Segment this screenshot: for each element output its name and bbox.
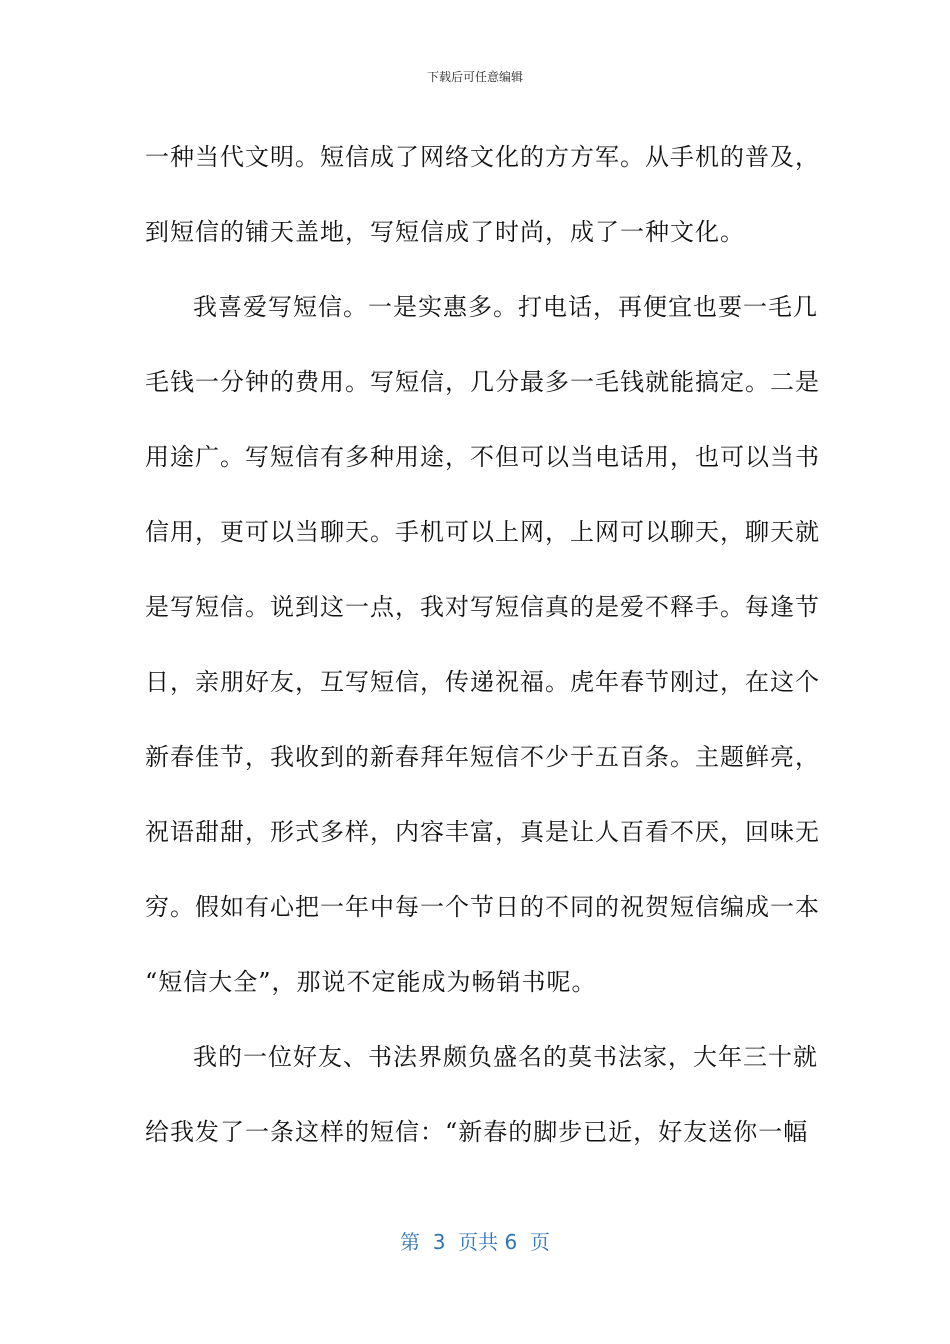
text-line: 新春佳节，我收到的新春拜年短信不少于五百条。主题鲜亮，	[145, 743, 820, 771]
text-line: 穷。假如有心把一年中每一个节日的不同的祝贺短信编成一本	[145, 893, 820, 921]
page-number-footer: 第 3 页共 6 页	[400, 1230, 550, 1254]
text-line: “短信大全”，那说不定能成为畅销书呢。	[145, 968, 597, 996]
text-line: 到短信的铺天盖地，写短信成了时尚，成了一种文化。	[145, 218, 745, 246]
text-line: 是写短信。说到这一点，我对写短信真的是爱不释手。每逢节	[145, 593, 820, 621]
text-line: 毛钱一分钟的费用。写短信，几分最多一毛钱就能搞定。二是	[145, 368, 820, 396]
text-line: 祝语甜甜，形式多样，内容丰富，真是让人百看不厌，回味无	[145, 818, 820, 846]
text-line: 我喜爱写短信。一是实惠多。打电话，再便宜也要一毛几	[193, 293, 818, 321]
page-header: 下载后可任意编辑	[426, 70, 523, 84]
text-line: 给我发了一条这样的短信：“新春的脚步已近，好友送你一幅	[145, 1118, 809, 1146]
text-line: 一种当代文明。短信成了网络文化的方方军。从手机的普及，	[145, 143, 820, 171]
text-line: 用途广。写短信有多种用途，不但可以当电话用，也可以当书	[145, 443, 820, 471]
text-line: 信用，更可以当聊天。手机可以上网，上网可以聊天，聊天就	[145, 518, 820, 546]
text-line: 我的一位好友、书法界颇负盛名的莫书法家，大年三十就	[193, 1043, 818, 1071]
document-body	[145, 120, 820, 1170]
text-line: 日，亲朋好友，互写短信，传递祝福。虎年春节刚过，在这个	[145, 668, 820, 696]
